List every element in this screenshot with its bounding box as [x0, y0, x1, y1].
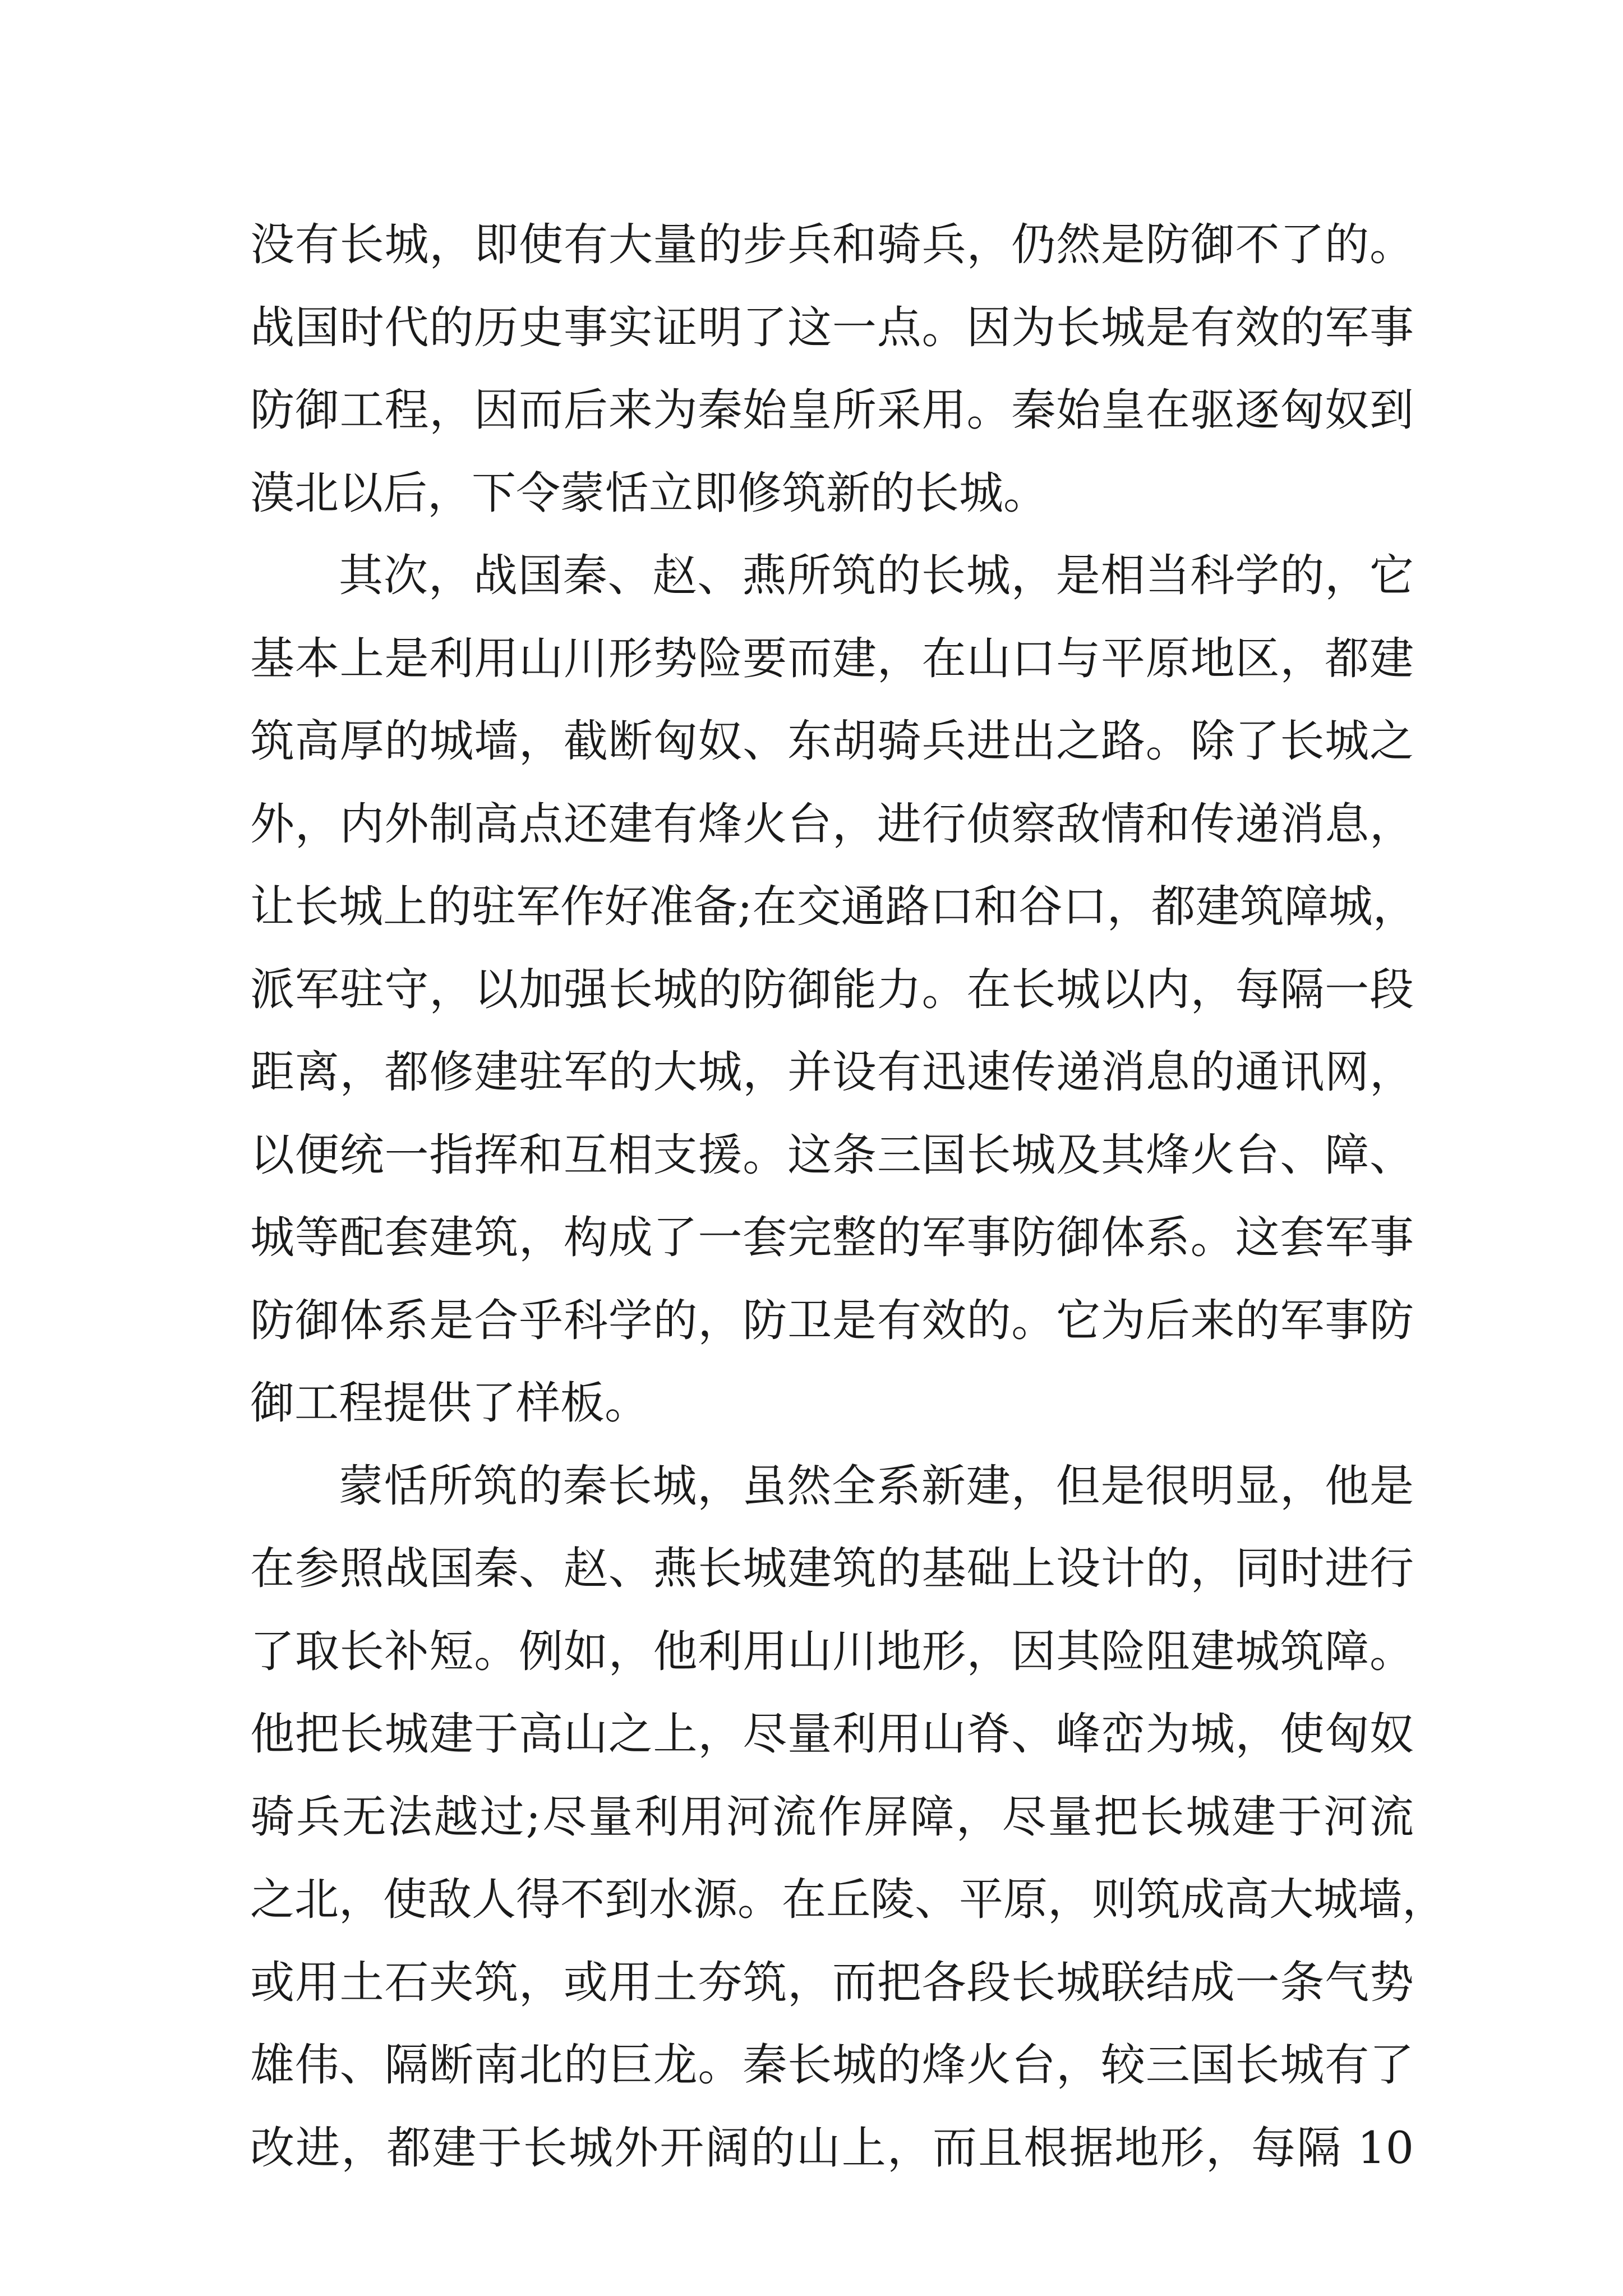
text-line: 漠北以后，下令蒙恬立即修筑新的长城。 — [250, 467, 1048, 519]
text-line: 基本上是利用山川形势险要而建，在山口与平原地区，都建 — [250, 632, 1414, 684]
text-line: 以便统一指挥和互相支援。这条三国长城及其烽火台、障、 — [250, 1129, 1414, 1181]
text-line: 防御工程，因而后来为秦始皇所采用。秦始皇在驱逐匈奴到 — [250, 384, 1414, 436]
text-line: 筑高厚的城墙，截断匈奴、东胡骑兵进出之路。除了长城之 — [250, 715, 1414, 767]
text-line: 了取长补短。例如，他利用山川地形，因其险阻建城筑障。 — [250, 1625, 1414, 1677]
text-line: 防御体系是合乎科学的，防卫是有效的。它为后来的军事防 — [250, 1294, 1414, 1346]
text-line: 御工程提供了样板。 — [250, 1377, 649, 1429]
text-line: 在参照战国秦、赵、燕长城建筑的基础上设计的，同时进行 — [250, 1543, 1414, 1594]
text-line: 外，内外制高点还建有烽火台，进行侦察敌情和传递消息， — [250, 798, 1414, 850]
text-line: 派军驻守，以加强长城的防御能力。在长城以内，每隔一段 — [250, 963, 1414, 1015]
text-line: 城等配套建筑，构成了一套完整的军事防御体系。这套军事 — [250, 1212, 1414, 1263]
text-line: 距离，都修建驻军的大城，并设有迅速传递消息的通讯网， — [250, 1046, 1414, 1098]
text-line: 骑兵无法越过;尽量利用河流作屏障，尽量把长城建于河流 — [250, 1791, 1414, 1843]
text-line-paragraph-start: 蒙恬所筑的秦长城，虽然全系新建，但是很明显，他是 — [339, 1460, 1414, 1512]
body-text — [250, 218, 1446, 2203]
text-line: 之北，使敌人得不到水源。在丘陵、平原，则筑成高大城墙， — [250, 1874, 1446, 1925]
text-line: 他把长城建于高山之上，尽量利用山脊、峰峦为城，使匈奴 — [250, 1708, 1414, 1760]
text-line: 改进，都建于长城外开阔的山上，而且根据地形，每隔 10 — [250, 2122, 1414, 2174]
text-line: 战国时代的历史事实证明了这一点。因为长城是有效的军事 — [250, 301, 1414, 353]
text-line: 让长城上的驻军作好准备;在交通路口和谷口，都建筑障城， — [250, 881, 1417, 932]
text-line: 没有长城，即使有大量的步兵和骑兵，仍然是防御不了的。 — [250, 219, 1414, 270]
text-line: 雄伟、隔断南北的巨龙。秦长城的烽火台，较三国长城有了 — [250, 2039, 1414, 2091]
text-line: 或用土石夹筑，或用土夯筑，而把各段长城联结成一条气势 — [250, 1956, 1414, 2008]
text-line-paragraph-start: 其次，战国秦、赵、燕所筑的长城，是相当科学的，它 — [339, 550, 1414, 601]
